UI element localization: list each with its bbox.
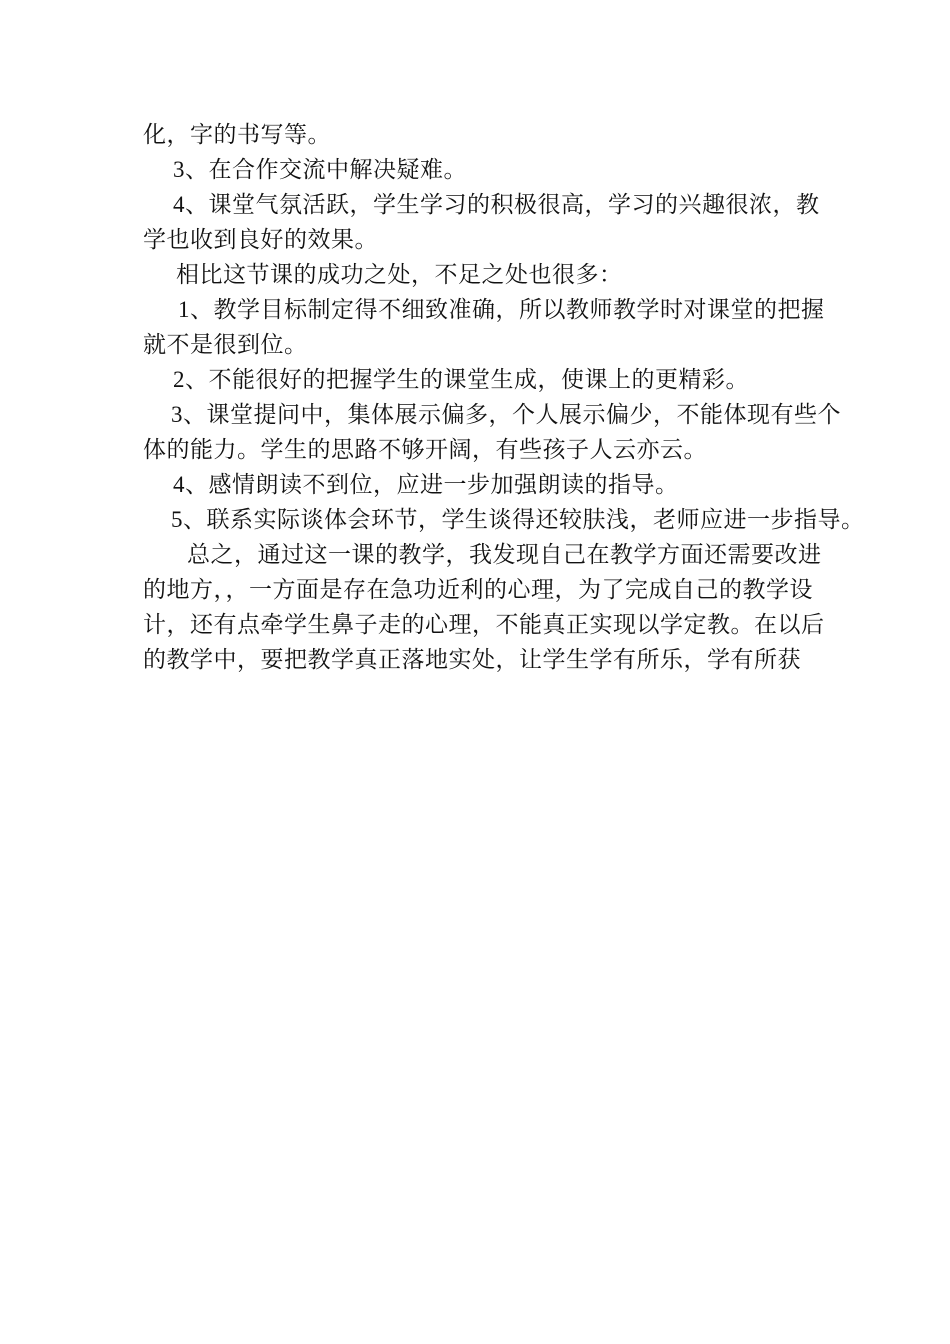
text-line: 就不是很到位。 [143,332,308,357]
text-line: 2、不能很好的把握学生的课堂生成，使课上的更精彩。 [173,367,749,392]
text-line: 学也收到良好的效果。 [143,227,378,252]
text-line: 的地方，，一方面是存在急功近利的心理，为了完成自己的教学设 [143,577,813,602]
text-line: 体的能力。学生的思路不够开阔，有些孩子人云亦云。 [143,437,707,462]
text-line: 3、在合作交流中解决疑难。 [173,157,467,182]
text-line: 4、感情朗读不到位，应进一步加强朗读的指导。 [173,472,679,497]
text-line: 相比这节课的成功之处，不足之处也很多： [176,262,623,287]
text-line: 的教学中，要把教学真正落地实处，让学生学有所乐，学有所获 [143,647,801,672]
text-line: 4、课堂气氛活跃，学生学习的积极很高，学习的兴趣很浓，教 [173,192,820,217]
text-line: 计，还有点牵学生鼻子走的心理，不能真正实现以学定教。在以后 [143,612,825,637]
text-line: 总之，通过这一课的教学，我发现自己在教学方面还需要改进 [187,542,822,567]
text-line: 3、课堂提问中，集体展示偏多，个人展示偏少，不能体现有些个 [171,402,841,427]
document-text-block [143,117,883,677]
text-line: 化，字的书写等。 [143,122,331,147]
text-line: 1、教学目标制定得不细致准确，所以教师教学时对课堂的把握 [178,297,825,322]
text-line: 5、联系实际谈体会环节，学生谈得还较肤浅，老师应进一步指导。 [171,507,865,532]
